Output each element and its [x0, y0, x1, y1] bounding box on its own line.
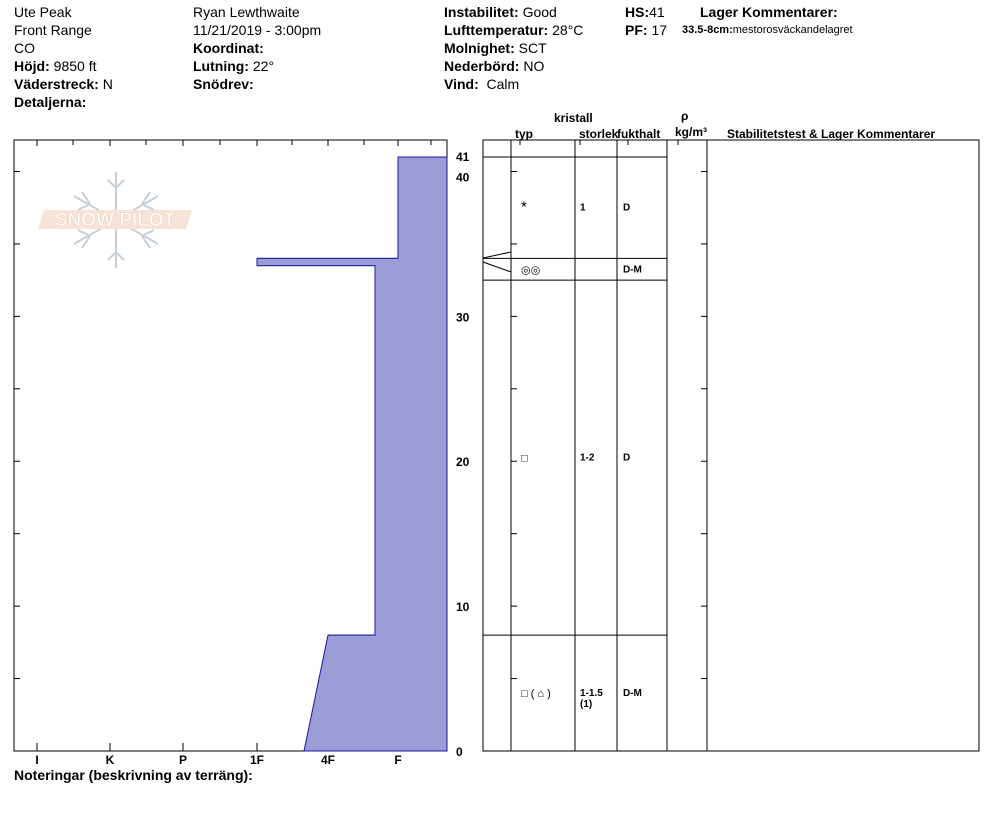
- mountain-range: Front Range: [14, 22, 92, 38]
- moisture-cell: D-M: [623, 264, 642, 276]
- depth-tick-label: 10: [456, 600, 470, 615]
- hs-value: 41: [649, 4, 665, 20]
- aspect-label: Väderstreck:: [14, 76, 99, 92]
- moisture-header: fukthalt: [617, 127, 661, 141]
- stability-header: Stabilitetstest & Lager Kommentarer: [727, 127, 936, 141]
- coordinates-label: Koordinat:: [193, 40, 264, 56]
- precip-value: NO: [523, 58, 545, 74]
- logo-text: SNOW PILOT: [54, 210, 176, 231]
- details-label: Detaljerna:: [14, 94, 87, 110]
- slope-label: Lutning:: [193, 58, 249, 74]
- depth-tick-label: 0: [456, 745, 463, 759]
- hardness-tick-label: P: [178, 753, 188, 767]
- moisture-cell: D: [623, 452, 631, 464]
- instability-label: Instabilitet:: [444, 4, 519, 20]
- type-header: typ: [515, 127, 533, 141]
- drift-label: Snödrev:: [193, 76, 254, 92]
- hardness-tick-label: F: [394, 753, 402, 767]
- wind-label: Vind:: [444, 76, 479, 92]
- depth-tick-label: 30: [456, 310, 470, 325]
- crystal-size-cell: 1-2: [580, 452, 595, 464]
- notes-label: Noteringar (beskrivning av terräng):: [14, 767, 253, 783]
- aspect-value: N: [102, 76, 113, 92]
- depth-tick-label: 40: [456, 170, 470, 185]
- airtemp-value: 28°C: [552, 22, 584, 38]
- hs-label: HS:: [625, 4, 650, 20]
- wind-value: Calm: [486, 76, 520, 92]
- observer-name: Ryan Lewthwaite: [193, 4, 300, 20]
- layer-cells: [521, 199, 642, 710]
- elevation-value: 9850 ft: [53, 58, 97, 74]
- hardness-tick-label: K: [105, 753, 115, 767]
- hardness-tick-label: 4F: [320, 753, 336, 767]
- depth-axis-labels: [456, 150, 470, 759]
- state: CO: [14, 40, 35, 56]
- crystal-type-cell: ◎◎: [521, 264, 541, 277]
- layer-comments-title: Lager Kommentarer:: [700, 4, 838, 20]
- crystal-size-cell: 1-1.5: [580, 688, 603, 700]
- density-unit-header: kg/m³: [675, 125, 708, 139]
- crystal-header: kristall: [554, 111, 593, 125]
- observation-datetime: 11/21/2019 - 3:00pm: [193, 22, 322, 38]
- slope-value: 22°: [252, 58, 275, 74]
- instability-value: Good: [522, 4, 557, 20]
- crystal-size-secondary-cell: (1): [580, 699, 593, 711]
- crystal-type-cell: □ ( ⌂ ): [521, 688, 551, 701]
- layer-table-frame: [483, 140, 979, 751]
- snowpilot-logo: [38, 172, 192, 268]
- crystal-type-cell: *: [521, 198, 527, 216]
- hardness-profile: [257, 157, 447, 751]
- hardness-axis-labels: [35, 753, 401, 767]
- depth-tick-label: 20: [456, 455, 470, 470]
- pf-label: PF:: [625, 22, 648, 38]
- hardness-tick-label: I: [35, 753, 39, 767]
- layer-comment-text: mestorosväckandelagret: [732, 24, 853, 36]
- airtemp-label: Lufttemperatur:: [444, 22, 549, 38]
- location-name: Ute Peak: [14, 4, 72, 20]
- hardness-tick-label: 1F: [249, 753, 265, 767]
- elevation-label: Höjd:: [14, 58, 50, 74]
- crystal-type-cell: □: [521, 452, 528, 465]
- sky-value: SCT: [518, 40, 547, 56]
- layer-connector-fan: [483, 262, 511, 272]
- table-ticks: [511, 140, 707, 751]
- sky-label: Molnighet:: [444, 40, 515, 56]
- layer-comment-depth: 33.5-8cm:: [682, 24, 733, 36]
- crystal-size-cell: 1: [580, 202, 586, 214]
- layer-connector-fan: [483, 252, 511, 258]
- moisture-cell: D-M: [623, 688, 642, 700]
- pf-value: 17: [651, 22, 668, 38]
- depth-tick-label: 41: [456, 150, 470, 164]
- size-header: storlek: [579, 127, 619, 141]
- rho-header: ρ: [681, 109, 689, 123]
- moisture-cell: D: [623, 202, 631, 214]
- precip-label: Nederbörd:: [444, 58, 520, 74]
